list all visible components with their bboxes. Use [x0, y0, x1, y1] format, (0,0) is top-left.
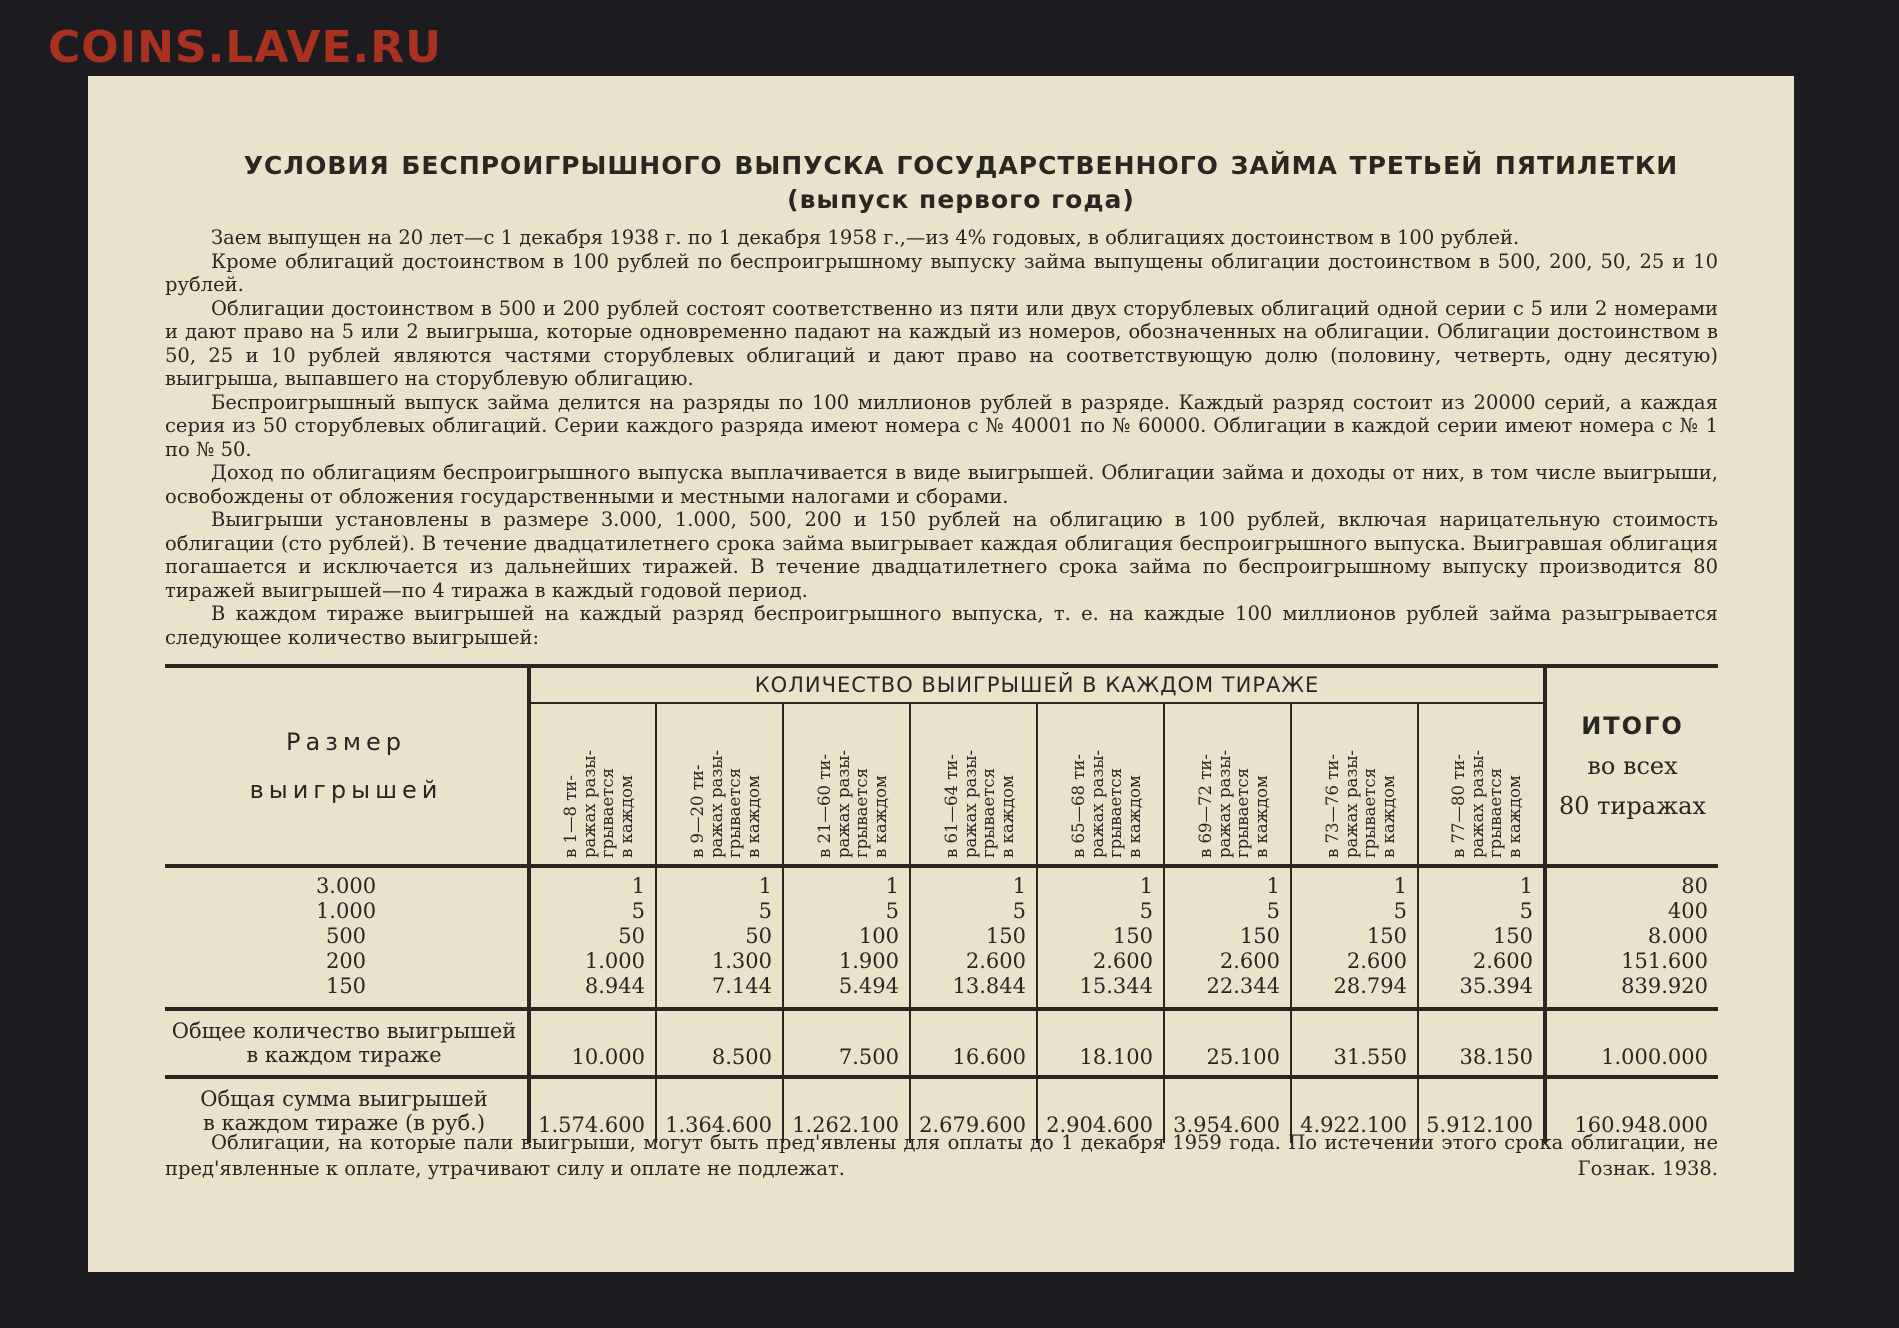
draw-range-header-text — [1324, 750, 1398, 858]
prize-count: 5.494 — [838, 974, 899, 998]
prize-count: 150 — [1492, 924, 1533, 948]
paragraph: Заем выпущен на 20 лет—с 1 декабря 1938 г. по 1 декабря 1958 г.,—из 4% годовых, в облигациях достоинством в 100 рублей. — [211, 226, 1520, 249]
paragraph: Кроме облигаций достоинством в 100 рублей по беспроигрышному выпуску займа выпущены облигации достоинством в 500, 200, 50, 25 и 10 рублей. — [165, 249, 1718, 296]
draw-range-header-text — [562, 750, 636, 858]
draw-range-header-line: в 69—72 ти- — [1195, 754, 1215, 858]
prize-count-column — [529, 866, 656, 1009]
draw-range-header-line: в 65—68 ти- — [1068, 754, 1088, 858]
prize-size-header — [165, 666, 529, 866]
draw-range-header-line: грывается — [978, 767, 998, 858]
draw-range-header-line: в 1—8 ти- — [561, 775, 580, 858]
draw-range-header-line: в каждом — [1251, 775, 1270, 858]
footer-text — [165, 1130, 1718, 1182]
draw-range-header-line: грывается — [598, 767, 617, 858]
draw-range-header-line: в 9—20 ти- — [687, 764, 707, 858]
prize-count: 2.600 — [1346, 949, 1407, 973]
total-column — [1545, 866, 1718, 1009]
prize-size: 500 — [325, 924, 367, 948]
draw-range-header — [1164, 704, 1291, 866]
sum-row-value: 1.262.100 — [783, 1077, 910, 1143]
prize-count: 1 — [631, 874, 645, 898]
prize-count: 2.600 — [1219, 949, 1280, 973]
draw-range-header — [910, 704, 1037, 866]
count-row-value: 18.100 — [1037, 1009, 1164, 1077]
prize-count-column — [1037, 866, 1164, 1009]
sum-row-value: 2.904.600 — [1037, 1077, 1164, 1143]
prize-count: 1.000 — [584, 949, 645, 973]
sum-row-value: 2.679.600 — [910, 1077, 1037, 1143]
sum-row-value: 3.954.600 — [1164, 1077, 1291, 1143]
group-header: КОЛИЧЕСТВО ВЫИГРЫШЕЙ В КАЖДОМ ТИРАЖЕ — [531, 668, 1543, 704]
prize-count: 150 — [1366, 924, 1407, 948]
prize-count: 1 — [1012, 874, 1026, 898]
draw-range-header-line: ражах разы- — [1467, 749, 1487, 858]
prize-count: 150 — [985, 924, 1026, 948]
prize-count: 5 — [1012, 899, 1026, 923]
prize-size: 3.000 — [315, 874, 377, 898]
count-row-value: 31.550 — [1291, 1009, 1418, 1077]
draw-range-header-text — [1450, 750, 1524, 858]
heading — [88, 149, 1794, 217]
draw-range-header-line: в каждом — [743, 775, 762, 858]
document-title: УСЛОВИЯ БЕСПРОИГРЫШНОГО ВЫПУСКА ГОСУДАРСТВЕННОГО ЗАЙМА ТРЕТЬЕЙ ПЯТИЛЕТКИ — [243, 151, 1679, 180]
draw-range-header-line: ражах разы- — [1087, 749, 1106, 858]
watermark: COINS.LAVE.RU — [48, 22, 442, 73]
prize-count: 1 — [758, 874, 772, 898]
row-label-line: в каждом тираже — [246, 1043, 442, 1067]
count-row-value: 8.500 — [656, 1009, 783, 1077]
prize-count: 1 — [1519, 874, 1533, 898]
draw-range-header-text — [689, 750, 763, 858]
prize-count: 5 — [631, 899, 645, 923]
prize-count-column — [783, 866, 910, 1009]
draw-range-header — [1418, 704, 1545, 866]
prize-size: 200 — [325, 949, 367, 973]
prize-count-column — [1164, 866, 1291, 1009]
prize-count: 13.844 — [952, 974, 1026, 998]
paragraph: В каждом тираже выигрышей на каждый разряд беспроигрышного выпуска, т. е. на каждые 100 миллионов рублей займа разыгрывается следующее количество выигрышей: — [165, 602, 1718, 649]
bond-sheet — [88, 76, 1794, 1272]
total-value: 839.920 — [1621, 974, 1708, 998]
sum-row-value: 5.912.100 — [1418, 1077, 1545, 1143]
draw-range-header-line: ражах разы- — [1214, 749, 1233, 858]
prize-count: 22.344 — [1206, 974, 1280, 998]
count-row-value: 7.500 — [783, 1009, 910, 1077]
prize-count: 1 — [1393, 874, 1407, 898]
total-value: 80 — [1681, 874, 1708, 898]
prize-table — [165, 664, 1718, 1143]
count-row-value: 38.150 — [1418, 1009, 1545, 1077]
prize-size-header-line: Размер выигрышей — [249, 728, 443, 804]
draw-range-header-line: грывается — [724, 767, 744, 858]
paragraph: Беспроигрышный выпуск займа делится на разряды по 100 миллионов рублей в разряде. Каждый разряд состоит из 20000 серий, а каждая серия из 50 сторублевых облигаций. Серии каждого разряда имеют номера с № 40001 по № 60000. Облигации в каждой серии имеют номера с № 1 по № 50. — [165, 390, 1718, 461]
total-header — [1545, 666, 1718, 866]
paragraph: Облигации достоинством в 500 и 200 рублей состоят соответственно из пяти или двух сторублевых облигаций одной серии с 5 или 2 номерами и дают право на 5 или 2 выигрыша, которые одновременно падают на каждый из номеров, обозначенных на облигации. Облигации достоинством в 50, 25 и 10 рублей являются частями сторублевых облигаций и дают право на соответствующую долю (половину, четверть, одну десятую) выигрыша, выпавшего на сторублевую облигацию. — [165, 296, 1718, 390]
total-value: 151.600 — [1621, 949, 1708, 973]
prize-count: 150 — [1112, 924, 1153, 948]
draw-range-header-line: ражах разы- — [706, 749, 725, 858]
prize-count: 35.394 — [1459, 974, 1533, 998]
total-value: 400 — [1667, 899, 1708, 923]
prize-count: 5 — [1266, 899, 1280, 923]
prize-count: 50 — [618, 924, 645, 948]
prize-size: 150 — [325, 974, 367, 998]
draw-range-header-text — [943, 750, 1017, 858]
draw-range-header-line: ражах разы- — [1341, 749, 1360, 858]
sum-row-value: 1.574.600 — [529, 1077, 656, 1143]
prize-count: 150 — [1239, 924, 1280, 948]
draw-range-header — [783, 704, 910, 866]
count-row-value: 25.100 — [1164, 1009, 1291, 1077]
draw-range-header-text — [1197, 750, 1271, 858]
prize-count: 1.300 — [711, 949, 772, 973]
prize-count: 2.600 — [965, 949, 1026, 973]
draw-range-header-line: в 73—76 ти- — [1322, 754, 1342, 858]
total-header-line: 80 тиражах — [1558, 792, 1707, 820]
total-value: 8.000 — [1647, 924, 1708, 948]
draw-range-header-line: в каждом — [870, 775, 889, 858]
draw-range-header-line: ражах разы- — [833, 749, 852, 858]
draw-range-header-line: ражах разы- — [579, 749, 599, 858]
prize-count: 50 — [745, 924, 772, 948]
prize-count: 5 — [885, 899, 899, 923]
row-label-line: Общее количество выигрышей — [171, 1019, 517, 1043]
draw-range-header-line: грывается — [1232, 767, 1252, 858]
prize-size: 1.000 — [315, 899, 377, 923]
draw-range-header-line: грывается — [1359, 767, 1379, 858]
draw-range-header-text — [816, 750, 890, 858]
row-label-line: Общая сумма выигрышей — [200, 1087, 488, 1111]
draw-range-header — [529, 704, 656, 866]
prize-count: 1 — [885, 874, 899, 898]
draw-range-header-line: в 61—64 ти- — [941, 754, 961, 858]
draw-range-header-line: в каждом — [1124, 775, 1143, 858]
prize-count: 1 — [1139, 874, 1153, 898]
conditions-text — [165, 226, 1718, 649]
prize-count: 7.144 — [711, 974, 772, 998]
prize-count: 15.344 — [1079, 974, 1153, 998]
prize-count: 5 — [1139, 899, 1153, 923]
sum-row-value: 1.364.600 — [656, 1077, 783, 1143]
prize-count: 2.600 — [1472, 949, 1533, 973]
count-row-total: 1.000.000 — [1545, 1009, 1718, 1077]
total-header-line: ИТОГО — [1581, 712, 1684, 740]
footer-paragraph: Облигации, на которые пали выигрыши, могут быть пред'явлены для оплаты до 1 декабря 1959 года. По истечении этого срока облигации, не пред'явленные к оплате, утрачивают силу и оплате не подлежат. — [165, 1131, 1718, 1180]
total-header-line: во всех — [1587, 752, 1678, 780]
prize-count-column — [910, 866, 1037, 1009]
paragraph: Доход по облигациям беспроигрышного выпуска выплачивается в виде выигрышей. Облигации займа и доходы от них, в том числе выигрыши, освобождены от обложения государственными и местными налогами и сборами. — [165, 461, 1718, 508]
draw-range-header — [656, 704, 783, 866]
draw-range-header-line: грывается — [1105, 767, 1125, 858]
draw-range-header-line: в каждом — [1504, 775, 1524, 858]
draw-range-header — [1291, 704, 1418, 866]
prize-size-column — [165, 866, 529, 1009]
draw-range-header-line: в каждом — [997, 775, 1016, 858]
draw-range-header-line: в каждом — [1378, 775, 1397, 858]
count-row-label — [165, 1009, 529, 1077]
prize-count: 28.794 — [1333, 974, 1407, 998]
draw-range-header-line: грывается — [851, 767, 871, 858]
document-subtitle: (выпуск первого года) — [787, 185, 1135, 214]
prize-table-wrap — [165, 664, 1718, 1143]
prize-count-column — [656, 866, 783, 1009]
paragraph: Выигрыши установлены в размере 3.000, 1.000, 500, 200 и 150 рублей на облигацию в 100 рублей, включая нарицательную стоимость облигации (сто рублей). В течение двадцатилетнего срока займа выигрывает каждая облигация беспроигрышного выпуска. Выигравшая облигация погашается и исключается из дальнейших тиражей. В течение двадцатилетнего срока займа по беспроигрышному выпуску производится 80 тиражей выигрышей—по 4 тиража в каждый годовой период. — [165, 508, 1718, 602]
sum-row-total: 160.948.000 — [1545, 1077, 1718, 1143]
draw-range-header-line: в 21—60 ти- — [814, 754, 834, 858]
sum-row-value: 4.922.100 — [1291, 1077, 1418, 1143]
draw-range-header-line: в каждом — [616, 775, 636, 858]
prize-count: 1.900 — [838, 949, 899, 973]
prize-count-column — [1291, 866, 1418, 1009]
group-header-cell — [529, 666, 1545, 704]
count-row-value: 10.000 — [529, 1009, 656, 1077]
draw-range-header — [1037, 704, 1164, 866]
draw-range-header-text — [1070, 750, 1144, 858]
prize-count: 8.944 — [584, 974, 645, 998]
row-label-line: в каждом тираже (в руб.) — [202, 1111, 486, 1135]
prize-count: 100 — [858, 924, 899, 948]
draw-range-header-line: в 77—80 ти- — [1449, 754, 1468, 858]
prize-count: 5 — [1393, 899, 1407, 923]
prize-count: 1 — [1266, 874, 1280, 898]
draw-range-header-line: ражах разы- — [960, 749, 979, 858]
draw-range-header-line: грывается — [1486, 767, 1505, 858]
printer-imprint: Гознак. 1938. — [1577, 1157, 1718, 1180]
prize-count-column — [1418, 866, 1545, 1009]
prize-count: 5 — [758, 899, 772, 923]
prize-count: 5 — [1519, 899, 1533, 923]
prize-count: 2.600 — [1092, 949, 1153, 973]
count-row-value: 16.600 — [910, 1009, 1037, 1077]
